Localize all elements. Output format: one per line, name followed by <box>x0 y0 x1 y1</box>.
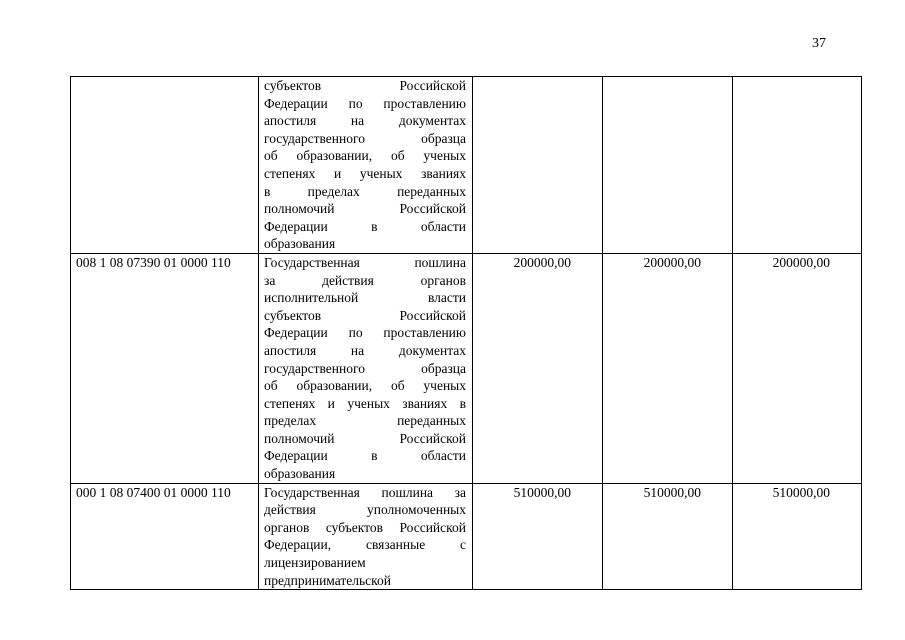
description-line: об образовании, об ученых <box>264 378 466 394</box>
description-line: об образовании, об ученых <box>264 148 466 164</box>
description-line: образования <box>264 466 336 482</box>
description-line: лицензированием <box>264 555 366 571</box>
amount-cell-2 <box>603 77 733 254</box>
table-row <box>71 77 862 254</box>
description-cell <box>259 483 473 590</box>
description-line: степенях и ученых званиях <box>264 165 466 181</box>
description-cell <box>259 253 473 483</box>
table-row <box>71 483 862 590</box>
description-line: предпринимательской <box>264 572 392 588</box>
description-line: образования <box>264 236 336 252</box>
amount-cell-2: 200000,00 <box>603 253 733 483</box>
description-line: Федерации, связанные с <box>264 537 466 553</box>
description-line: Федерации в области <box>264 218 466 234</box>
description-line: Государственная пошлина за <box>264 484 466 500</box>
description-line: субъектов Российской <box>264 78 466 93</box>
amount-cell-1: 510000,00 <box>473 483 603 590</box>
page-number: 37 <box>812 36 826 51</box>
description-cell <box>259 77 473 254</box>
description-line: Федерации по проставлению <box>264 95 466 111</box>
description-line: пределах переданных <box>264 413 466 429</box>
amount-cell-3 <box>733 77 862 254</box>
amount-cell-3: 200000,00 <box>733 253 862 483</box>
description-line: Федерации в области <box>264 448 466 464</box>
table-body <box>71 77 862 590</box>
description-line: апостиля на документах <box>264 113 466 129</box>
table-row <box>71 253 862 483</box>
description-line: Государственная пошлина <box>264 254 466 270</box>
description-line: в пределах переданных <box>264 183 466 199</box>
description-line: органов субъектов Российской <box>264 519 466 535</box>
description-line: полномочий Российской <box>264 201 466 217</box>
kbk-code-cell: 008 1 08 07390 01 0000 110 <box>71 253 259 483</box>
amount-cell-2: 510000,00 <box>603 483 733 590</box>
description-line: государственного образца <box>264 130 466 146</box>
description-line: за действия органов <box>264 272 466 288</box>
description-line: Федерации по проставлению <box>264 325 466 341</box>
description-line: полномочий Российской <box>264 430 466 446</box>
amount-cell-1: 200000,00 <box>473 253 603 483</box>
amount-cell-3: 510000,00 <box>733 483 862 590</box>
description-line: субъектов Российской <box>264 307 466 323</box>
description-line: степенях и ученых званиях в <box>264 395 466 411</box>
description-line: исполнительной власти <box>264 290 466 306</box>
amount-cell-1 <box>473 77 603 254</box>
kbk-code-cell: 000 1 08 07400 01 0000 110 <box>71 483 259 590</box>
description-line: апостиля на документах <box>264 342 466 358</box>
description-line: действия уполномоченных <box>264 502 466 518</box>
description-line: государственного образца <box>264 360 466 376</box>
kbk-code-cell <box>71 77 259 254</box>
budget-revenue-table <box>70 76 862 590</box>
